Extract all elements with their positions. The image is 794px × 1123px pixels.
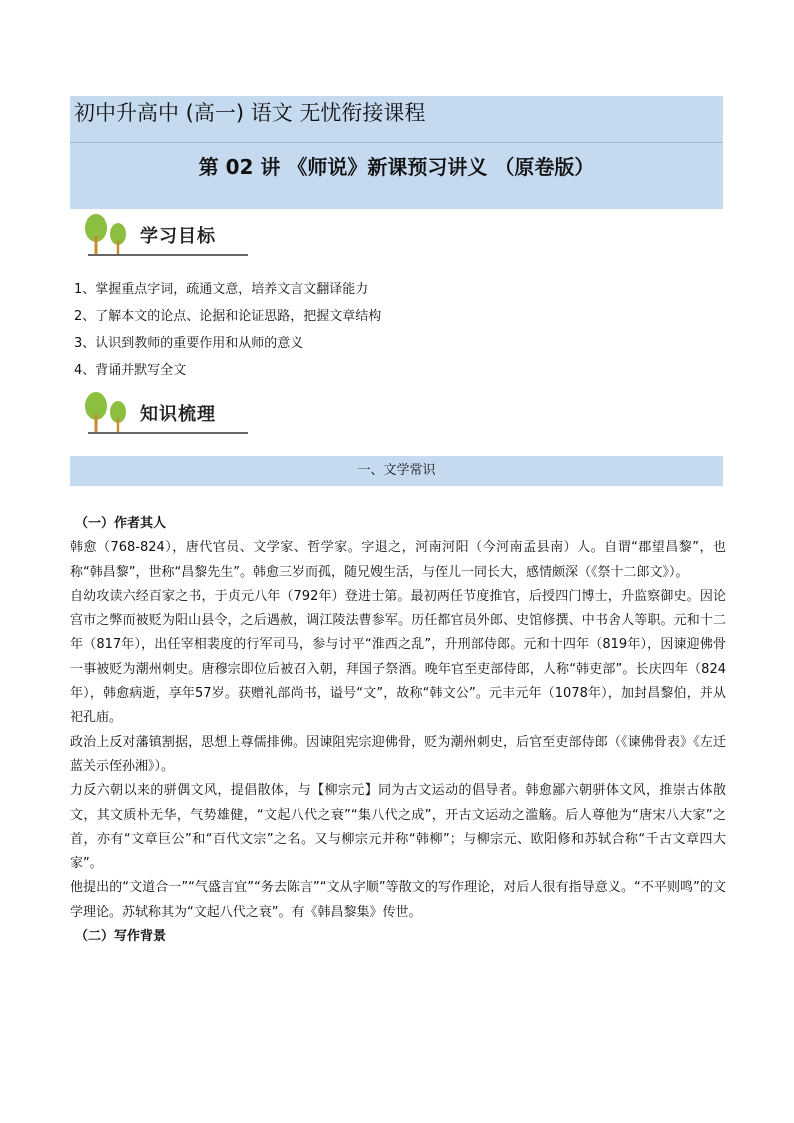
section-title: 一、文学常识 bbox=[357, 463, 436, 478]
lecture-title: 第 02 讲 《师说》新课预习讲义 （原卷版） bbox=[198, 155, 595, 179]
course-title: 初中升高中 (高一) 语文 无忧衔接课程 bbox=[74, 101, 426, 125]
header-band bbox=[70, 96, 723, 209]
goal-list bbox=[74, 276, 381, 384]
goal-item: 2、了解本文的论点、论据和论证思路，把握文章结构 bbox=[74, 309, 382, 324]
heading-underline bbox=[88, 432, 248, 434]
paragraph: 他提出的“文道合一”“气盛言宜”“务去陈言”“文从字顺”等散文的写作理论，对后人很有指导意义。“不平则鸣”的文学理论。苏轼称其为“文起八代之衰”。有《韩昌黎集》传世。 bbox=[70, 880, 726, 920]
section-band bbox=[70, 456, 723, 486]
tree-icon bbox=[80, 214, 132, 258]
knowledge-heading bbox=[78, 392, 250, 438]
paragraph: 韩愈（768-824），唐代官员、文学家、哲学家。字退之，河南河阳（今河南孟县南）人。自谓“郡望昌黎”，也称“韩昌黎”，世称“昌黎先生”。韩愈三岁而孤，随兄嫂生活，与侄儿一同长大，感情颇深（《祭十二郎文》）。 bbox=[70, 540, 726, 580]
goal-item: 4、背诵并默写全文 bbox=[74, 363, 187, 378]
paragraph: 政治上反对藩镇割据，思想上尊儒排佛。因谏阻宪宗迎佛骨，贬为潮州刺史，后官至吏部侍郎（《谏佛骨表》《左迁蓝关示侄孙湘》）。 bbox=[70, 734, 726, 774]
paragraph: 自幼攻读六经百家之书，于贞元八年（792年）登进士第。最初两任节度推官，后授四门博士，升监察御史。因论宫市之弊而被贬为阳山县令，之后遇赦，调江陵法曹参军。历任都官员外郎、史馆修撰、中书舍人等职。元和十二年（817年），出任宰相裴度的行军司马，参与讨平“淮西之乱”，升刑部侍郎。元和十四年（819年），因谏迎佛骨一事被贬为潮州刺史。唐穆宗即位后被召入朝，拜国子祭酒。晚年官至吏部侍郎，人称“韩吏部”。长庆四年（824年），韩愈病逝，享年57岁。获赠礼部尚书，谥号“文”，故称“韩文公”。元丰元年（1078年），加封昌黎伯，并从祀孔庙。 bbox=[70, 588, 726, 726]
header-divider bbox=[70, 142, 723, 143]
tree-icon bbox=[80, 392, 132, 436]
heading-underline bbox=[88, 254, 248, 256]
section-content bbox=[70, 512, 726, 949]
goals-heading bbox=[78, 214, 250, 260]
subsection-heading: （二）写作背景 bbox=[75, 929, 167, 945]
subsection-heading: （一）作者其人 bbox=[75, 516, 167, 531]
knowledge-heading-text: 知识梳理 bbox=[140, 404, 216, 425]
goal-item: 3、认识到教师的重要作用和从师的意义 bbox=[74, 336, 304, 351]
goal-item: 1、掌握重点字词，疏通文意，培养文言文翻译能力 bbox=[74, 282, 369, 297]
goals-heading-text: 学习目标 bbox=[140, 226, 216, 247]
paragraph: 力反六朝以来的骈偶文风，提倡散体，与【柳宗元】同为古文运动的倡导者。韩愈鄙六朝骈体文风，推崇古体散文，其文质朴无华，气势雄健，“文起八代之衰”“集八代之成”，开古文运动之滥觞。后人尊他为“唐宋八大家”之首，亦有“文章巨公”和“百代文宗”之名。又与柳宗元并称“韩柳”；与柳宗元、欧阳修和苏轼合称“千古文章四大家”。 bbox=[70, 783, 726, 872]
